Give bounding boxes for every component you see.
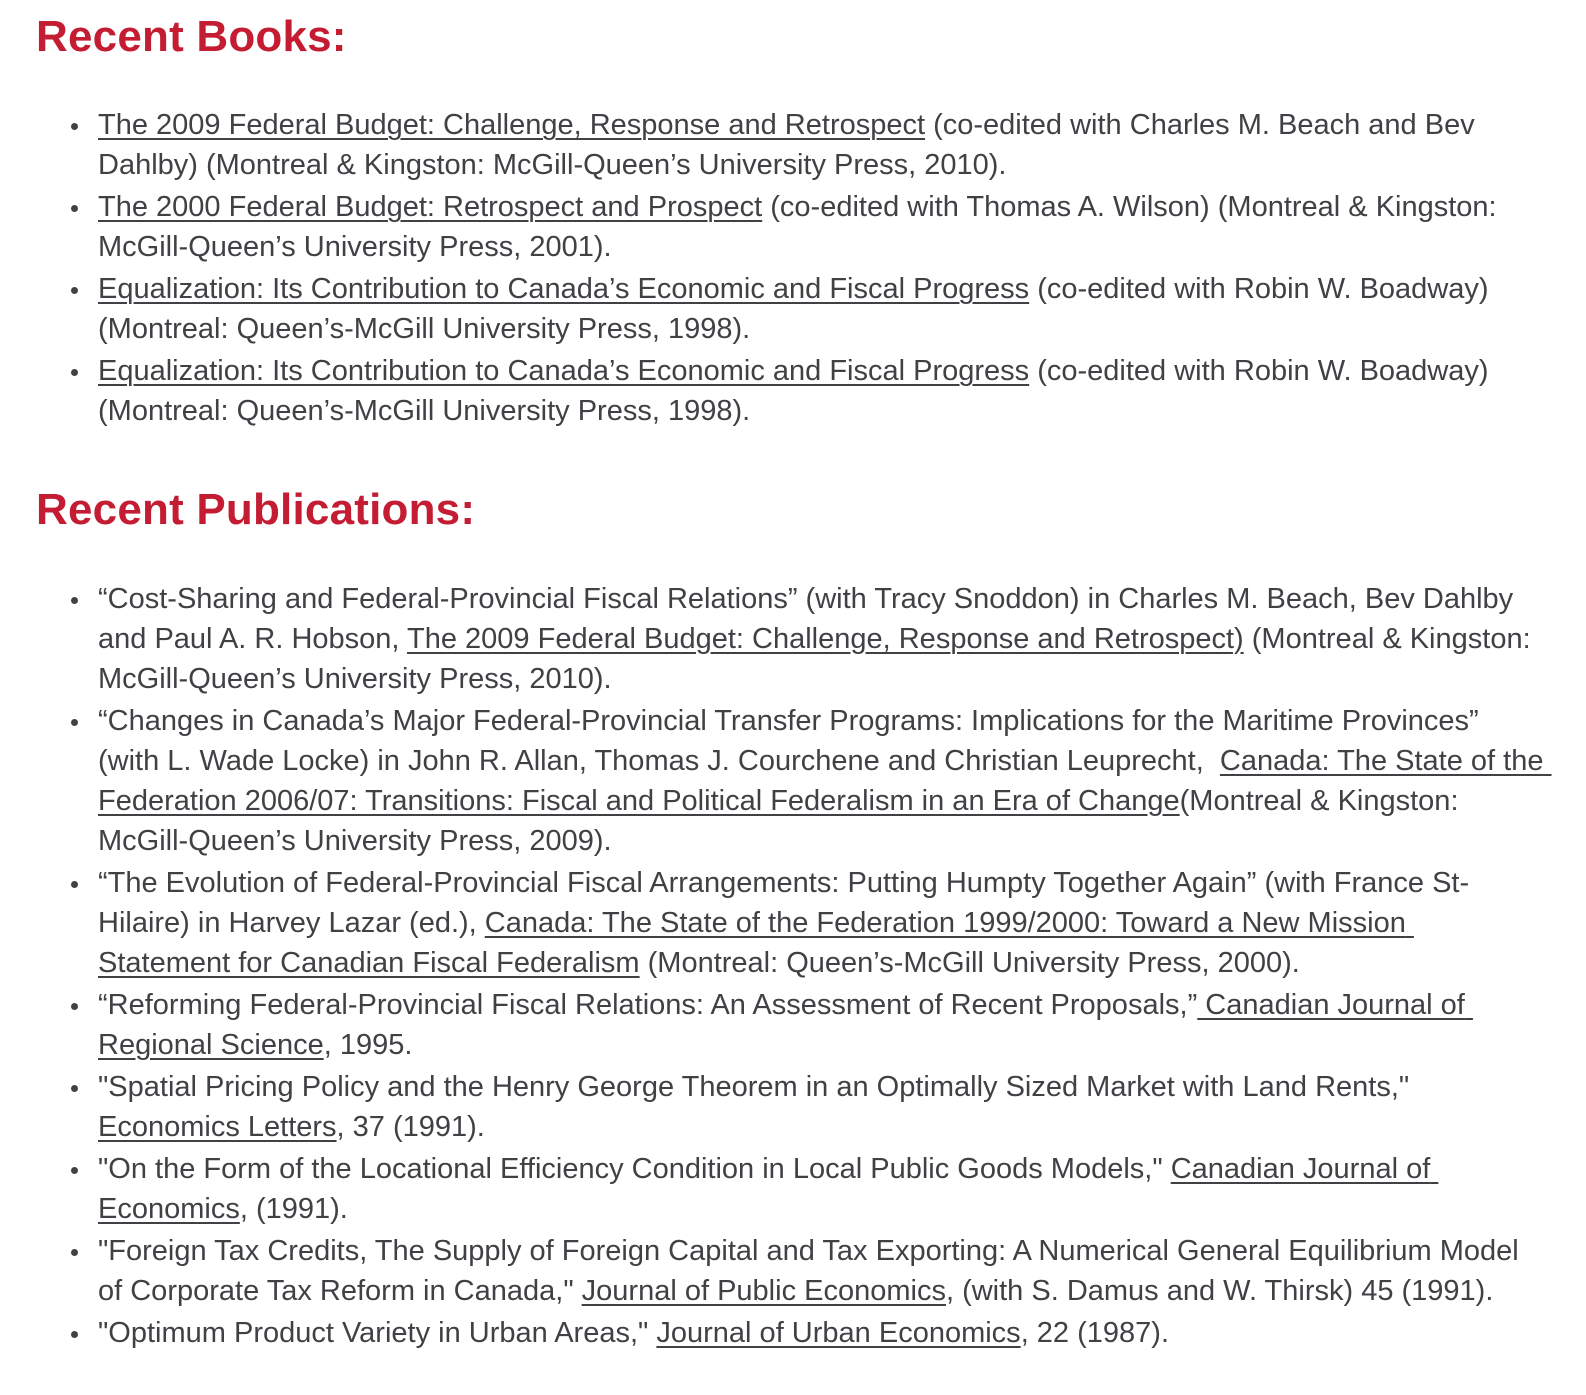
list-item (92, 269, 1544, 349)
publication-title-link[interactable]: The 2009 Federal Budget: Challenge, Response and Retrospect (98, 109, 926, 142)
recent-publications-list (36, 579, 1552, 1353)
citation-text: (co-edited with Charles M. Beach and Bev Dahlby) (Montreal & Kingston: McGill-Queen’s University Press, 2010). (98, 109, 1483, 182)
citation-text: (Montreal: Queen’s-McGill University Press, 2000). (639, 946, 1300, 979)
publication-title-link[interactable]: Equalization: Its Contribution to Canada’s Economic and Fiscal Progress (98, 355, 1030, 388)
publication-title-link[interactable]: Canadian Journal of Economics (98, 1152, 1439, 1225)
recent-books-list (36, 105, 1544, 431)
publication-title-link[interactable]: Canadian Journal of Regional Science (98, 988, 1473, 1061)
citation-text: , 1995. (323, 1028, 413, 1061)
list-item (92, 105, 1544, 185)
list-item (92, 1067, 1544, 1147)
citation-text: "On the Form of the Locational Efficiency Condition in Local Public Goods Models," (98, 1152, 1171, 1185)
list-item (92, 1231, 1544, 1311)
citation-text: “Changes in Canada’s Major Federal-Provincial Transfer Programs: Implications for the Maritime Provinces” (with L. Wade Locke) in John R. Allan, Thomas J. Courchene and Christian Leuprecht, (98, 704, 1487, 777)
list-item (92, 351, 1544, 431)
publication-title-link[interactable]: Journal of Urban Economics (656, 1316, 1021, 1349)
section-recent-books (36, 12, 1544, 431)
citation-text: , 37 (1991). (336, 1110, 485, 1143)
citation-text: (co-edited with Robin W. Boadway) (Montreal: Queen’s-McGill University Press, 1998). (98, 273, 1497, 346)
publication-title-link[interactable]: The 2000 Federal Budget: Retrospect and Prospect (98, 191, 763, 224)
publication-title-link[interactable]: Canada: The State of the Federation 2006/07: Transitions: Fiscal and Political Federalism in an Era of Change (98, 744, 1552, 817)
citation-text: "Optimum Product Variety in Urban Areas," (98, 1316, 657, 1349)
citation-text: , (1991). (239, 1192, 348, 1225)
citation-text: “The Evolution of Federal-Provincial Fiscal Arrangements: Putting Humpty Together Again” (with France St-Hilaire) in Harvey Lazar (ed.), (98, 866, 1470, 939)
publication-title-link[interactable]: Journal of Public Economics (581, 1274, 946, 1307)
citation-text: , 22 (1987). (1020, 1316, 1170, 1349)
publication-title-link[interactable]: Economics Letters (98, 1110, 337, 1143)
citation-text: “Cost-Sharing and Federal-Provincial Fiscal Relations” (with Tracy Snoddon) in Charles M. Beach, Bev Dahlby and Paul A. R. Hobson, (98, 582, 1522, 655)
publication-title-link[interactable]: The 2009 Federal Budget: Challenge, Response and Retrospect) (407, 622, 1244, 655)
section-recent-publications (36, 485, 1552, 1352)
citation-text: (Montreal & Kingston: McGill-Queen’s University Press, 2009). (98, 784, 1467, 857)
publication-title-link[interactable]: Canada: The State of the Federation 1999/2000: Toward a New Mission Statement for Canadian Fiscal Federalism (98, 906, 1414, 979)
citation-text: (co-edited with Thomas A. Wilson) (Montreal & Kingston: McGill-Queen’s University Press, 2001). (98, 191, 1505, 264)
citation-text: "Spatial Pricing Policy and the Henry George Theorem in an Optimally Sized Market with Land Rents," (98, 1070, 1418, 1103)
list-item (92, 187, 1544, 267)
list-item (92, 985, 1544, 1065)
list-item (92, 863, 1544, 983)
citation-text: (co-edited with Robin W. Boadway) (Montreal: Queen’s-McGill University Press, 1998). (98, 355, 1497, 428)
citation-text: “Reforming Federal-Provincial Fiscal Relations: An Assessment of Recent Proposals,” (98, 988, 1198, 1021)
list-item (92, 701, 1552, 861)
list-item (92, 579, 1544, 699)
recent-books-heading: Recent Books: (36, 12, 347, 61)
list-item (92, 1149, 1544, 1229)
citation-text: (Montreal & Kingston: McGill-Queen’s University Press, 2010). (98, 622, 1539, 695)
list-item (92, 1313, 1544, 1353)
citation-text: "Foreign Tax Credits, The Supply of Foreign Capital and Tax Exporting: A Numerical General Equilibrium Model of Corporate Tax Reform in Canada," (98, 1234, 1527, 1307)
recent-publications-heading: Recent Publications: (36, 485, 476, 535)
publication-title-link[interactable]: Equalization: Its Contribution to Canada’s Economic and Fiscal Progress (98, 273, 1030, 306)
citation-text: , (with S. Damus and W. Thirsk) 45 (1991). (945, 1274, 1494, 1307)
